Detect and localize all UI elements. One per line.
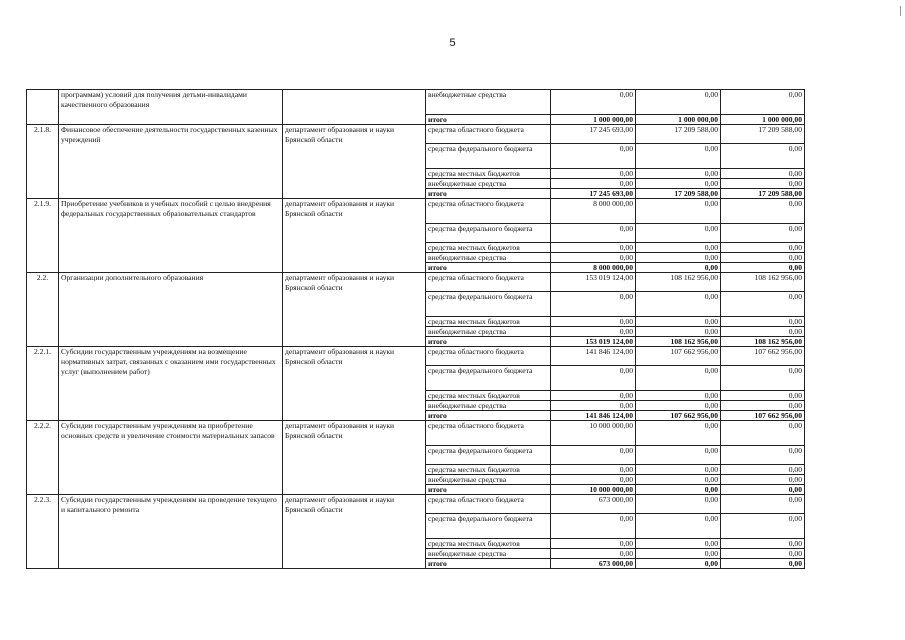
amount-cell: 0,00 xyxy=(551,475,636,485)
row-description: программам) условий для получения детьми-инвалидами качественного образования xyxy=(59,90,283,125)
amount-cell: 0,00 xyxy=(636,224,721,243)
funding-source: итого xyxy=(426,189,551,199)
amount-cell: 0,00 xyxy=(636,465,721,475)
amount-cell: 108 162 956,00 xyxy=(636,337,721,347)
amount-cell: 0,00 xyxy=(636,475,721,485)
funding-source: средства федерального бюджета xyxy=(426,292,551,317)
funding-source: итого xyxy=(426,559,551,569)
amount-cell: 17 209 588,00 xyxy=(636,125,721,144)
amount-cell: 0,00 xyxy=(636,263,721,273)
funding-source: средства областного бюджета xyxy=(426,273,551,292)
amount-cell: 10 000 000,00 xyxy=(551,485,636,495)
amount-cell: 17 209 588,00 xyxy=(721,125,805,144)
amount-cell: 0,00 xyxy=(721,465,805,475)
row-department: департамент образования и науки Брянской области xyxy=(283,199,426,273)
row-number: 2.2. xyxy=(27,273,59,347)
amount-cell: 17 245 693,00 xyxy=(551,125,636,144)
funding-source: внебюджетные средства xyxy=(426,327,551,337)
amount-cell: 107 662 956,00 xyxy=(636,411,721,421)
amount-cell: 0,00 xyxy=(721,90,805,115)
amount-cell: 108 162 956,00 xyxy=(721,273,805,292)
amount-cell: 0,00 xyxy=(721,317,805,327)
amount-cell: 0,00 xyxy=(636,495,721,514)
amount-cell: 0,00 xyxy=(721,169,805,179)
row-department: департамент образования и науки Брянской области xyxy=(283,347,426,421)
amount-cell: 0,00 xyxy=(551,539,636,549)
amount-cell: 0,00 xyxy=(721,224,805,243)
amount-cell: 0,00 xyxy=(721,485,805,495)
row-description: Финансовое обеспечение деятельности государственных казенных учреждений xyxy=(59,125,283,199)
row-number: 2.1.8. xyxy=(27,125,59,199)
row-department: департамент образования и науки Брянской области xyxy=(283,125,426,199)
amount-cell: 0,00 xyxy=(721,327,805,337)
row-description: Организации дополнительного образования xyxy=(59,273,283,347)
amount-cell: 0,00 xyxy=(721,243,805,253)
funding-source: средства федерального бюджета xyxy=(426,446,551,465)
amount-cell: 0,00 xyxy=(721,559,805,569)
amount-cell: 0,00 xyxy=(721,514,805,539)
amount-cell: 108 162 956,00 xyxy=(721,337,805,347)
funding-source: средства областного бюджета xyxy=(426,421,551,446)
amount-cell: 0,00 xyxy=(551,327,636,337)
amount-cell: 0,00 xyxy=(551,391,636,401)
amount-cell: 17 245 693,00 xyxy=(551,189,636,199)
amount-cell: 0,00 xyxy=(636,514,721,539)
amount-cell: 0,00 xyxy=(636,366,721,391)
amount-cell: 107 662 956,00 xyxy=(721,411,805,421)
table-row xyxy=(27,347,805,366)
amount-cell: 0,00 xyxy=(636,421,721,446)
funding-source: средства федерального бюджета xyxy=(426,144,551,169)
funding-source: средства местных бюджетов xyxy=(426,243,551,253)
row-department: департамент образования и науки Брянской области xyxy=(283,273,426,347)
amount-cell: 0,00 xyxy=(551,169,636,179)
amount-cell: 0,00 xyxy=(551,401,636,411)
amount-cell: 0,00 xyxy=(721,401,805,411)
scan-edge-mark xyxy=(900,6,901,16)
row-number: 2.2.1. xyxy=(27,347,59,421)
funding-source: итого xyxy=(426,337,551,347)
funding-source: внебюджетные средства xyxy=(426,90,551,115)
amount-cell: 0,00 xyxy=(636,539,721,549)
row-description: Субсидии государственным учреждениям на проведение текущего и капитального ремонта xyxy=(59,495,283,569)
amount-cell: 107 662 956,00 xyxy=(636,347,721,366)
amount-cell: 0,00 xyxy=(636,90,721,115)
amount-cell: 0,00 xyxy=(636,179,721,189)
row-description: Приобретение учебников и учебных пособий с целью внедрения федеральных государственных образовательных стандартов xyxy=(59,199,283,273)
amount-cell: 0,00 xyxy=(636,292,721,317)
amount-cell: 673 000,00 xyxy=(551,559,636,569)
amount-cell: 0,00 xyxy=(551,144,636,169)
funding-source: средства областного бюджета xyxy=(426,347,551,366)
row-department xyxy=(283,90,426,125)
amount-cell: 0,00 xyxy=(551,549,636,559)
amount-cell: 0,00 xyxy=(636,485,721,495)
amount-cell: 0,00 xyxy=(551,243,636,253)
funding-source: итого xyxy=(426,115,551,125)
amount-cell: 0,00 xyxy=(551,292,636,317)
funding-source: внебюджетные средства xyxy=(426,179,551,189)
page-number: 5 xyxy=(449,37,456,49)
amount-cell: 0,00 xyxy=(721,144,805,169)
amount-cell: 0,00 xyxy=(551,514,636,539)
row-number: 2.2.2. xyxy=(27,421,59,495)
table-row xyxy=(27,125,805,144)
amount-cell: 107 662 956,00 xyxy=(721,347,805,366)
row-department: департамент образования и науки Брянской области xyxy=(283,495,426,569)
amount-cell: 0,00 xyxy=(721,475,805,485)
amount-cell: 1 000 000,00 xyxy=(636,115,721,125)
amount-cell: 0,00 xyxy=(721,253,805,263)
amount-cell: 0,00 xyxy=(721,421,805,446)
amount-cell: 0,00 xyxy=(636,446,721,465)
amount-cell: 8 000 000,00 xyxy=(551,263,636,273)
row-department: департамент образования и науки Брянской области xyxy=(283,421,426,495)
amount-cell: 0,00 xyxy=(551,179,636,189)
funding-source: средства областного бюджета xyxy=(426,199,551,224)
amount-cell: 0,00 xyxy=(636,391,721,401)
amount-cell: 0,00 xyxy=(551,224,636,243)
amount-cell: 0,00 xyxy=(721,495,805,514)
amount-cell: 0,00 xyxy=(636,199,721,224)
amount-cell: 141 846 124,00 xyxy=(551,347,636,366)
funding-source: средства местных бюджетов xyxy=(426,465,551,475)
funding-source: средства местных бюджетов xyxy=(426,169,551,179)
row-number: 2.1.9. xyxy=(27,199,59,273)
funding-source: средства местных бюджетов xyxy=(426,539,551,549)
amount-cell: 0,00 xyxy=(721,539,805,549)
row-description: Субсидии государственным учреждениям на возмещение нормативных затрат, связанных с оказанием ими государственных услуг (выполнением работ) xyxy=(59,347,283,421)
funding-source: средства федерального бюджета xyxy=(426,366,551,391)
amount-cell: 0,00 xyxy=(636,169,721,179)
funding-source: внебюджетные средства xyxy=(426,475,551,485)
amount-cell: 141 846 124,00 xyxy=(551,411,636,421)
amount-cell: 0,00 xyxy=(551,253,636,263)
amount-cell: 0,00 xyxy=(721,549,805,559)
amount-cell: 0,00 xyxy=(551,90,636,115)
funding-source: средства местных бюджетов xyxy=(426,391,551,401)
amount-cell: 0,00 xyxy=(636,401,721,411)
amount-cell: 0,00 xyxy=(551,465,636,475)
amount-cell: 0,00 xyxy=(721,366,805,391)
row-description: Субсидии государственным учреждениям на приобретение основных средств и увеличение стоимости материальных запасов xyxy=(59,421,283,495)
funding-source: внебюджетные средства xyxy=(426,549,551,559)
amount-cell: 0,00 xyxy=(551,446,636,465)
table-row xyxy=(27,495,805,514)
funding-source: внебюджетные средства xyxy=(426,253,551,263)
amount-cell: 0,00 xyxy=(721,391,805,401)
amount-cell: 0,00 xyxy=(636,243,721,253)
amount-cell: 10 000 000,00 xyxy=(551,421,636,446)
amount-cell: 17 209 588,00 xyxy=(721,189,805,199)
amount-cell: 0,00 xyxy=(636,559,721,569)
funding-source: средства областного бюджета xyxy=(426,495,551,514)
amount-cell: 0,00 xyxy=(636,317,721,327)
budget-table xyxy=(26,89,805,569)
funding-source: итого xyxy=(426,411,551,421)
amount-cell: 0,00 xyxy=(721,199,805,224)
row-number xyxy=(27,90,59,125)
amount-cell: 0,00 xyxy=(721,292,805,317)
amount-cell: 0,00 xyxy=(721,446,805,465)
funding-source: средства местных бюджетов xyxy=(426,317,551,327)
amount-cell: 153 019 124,00 xyxy=(551,273,636,292)
funding-source: средства федерального бюджета xyxy=(426,224,551,243)
table-row xyxy=(27,273,805,292)
funding-source: итого xyxy=(426,263,551,273)
amount-cell: 0,00 xyxy=(551,366,636,391)
amount-cell: 0,00 xyxy=(636,144,721,169)
funding-source: внебюджетные средства xyxy=(426,401,551,411)
amount-cell: 0,00 xyxy=(721,263,805,273)
funding-source: итого xyxy=(426,485,551,495)
amount-cell: 1 000 000,00 xyxy=(551,115,636,125)
funding-source: средства федерального бюджета xyxy=(426,514,551,539)
amount-cell: 0,00 xyxy=(551,317,636,327)
funding-source: средства областного бюджета xyxy=(426,125,551,144)
amount-cell: 0,00 xyxy=(636,327,721,337)
amount-cell: 108 162 956,00 xyxy=(636,273,721,292)
row-number: 2.2.3. xyxy=(27,495,59,569)
amount-cell: 17 209 588,00 xyxy=(636,189,721,199)
table-row xyxy=(27,90,805,115)
amount-cell: 1 000 000,00 xyxy=(721,115,805,125)
amount-cell: 8 000 000,00 xyxy=(551,199,636,224)
amount-cell: 673 000,00 xyxy=(551,495,636,514)
amount-cell: 153 019 124,00 xyxy=(551,337,636,347)
amount-cell: 0,00 xyxy=(721,179,805,189)
table-row xyxy=(27,421,805,446)
table-row xyxy=(27,199,805,224)
amount-cell: 0,00 xyxy=(636,253,721,263)
amount-cell: 0,00 xyxy=(636,549,721,559)
